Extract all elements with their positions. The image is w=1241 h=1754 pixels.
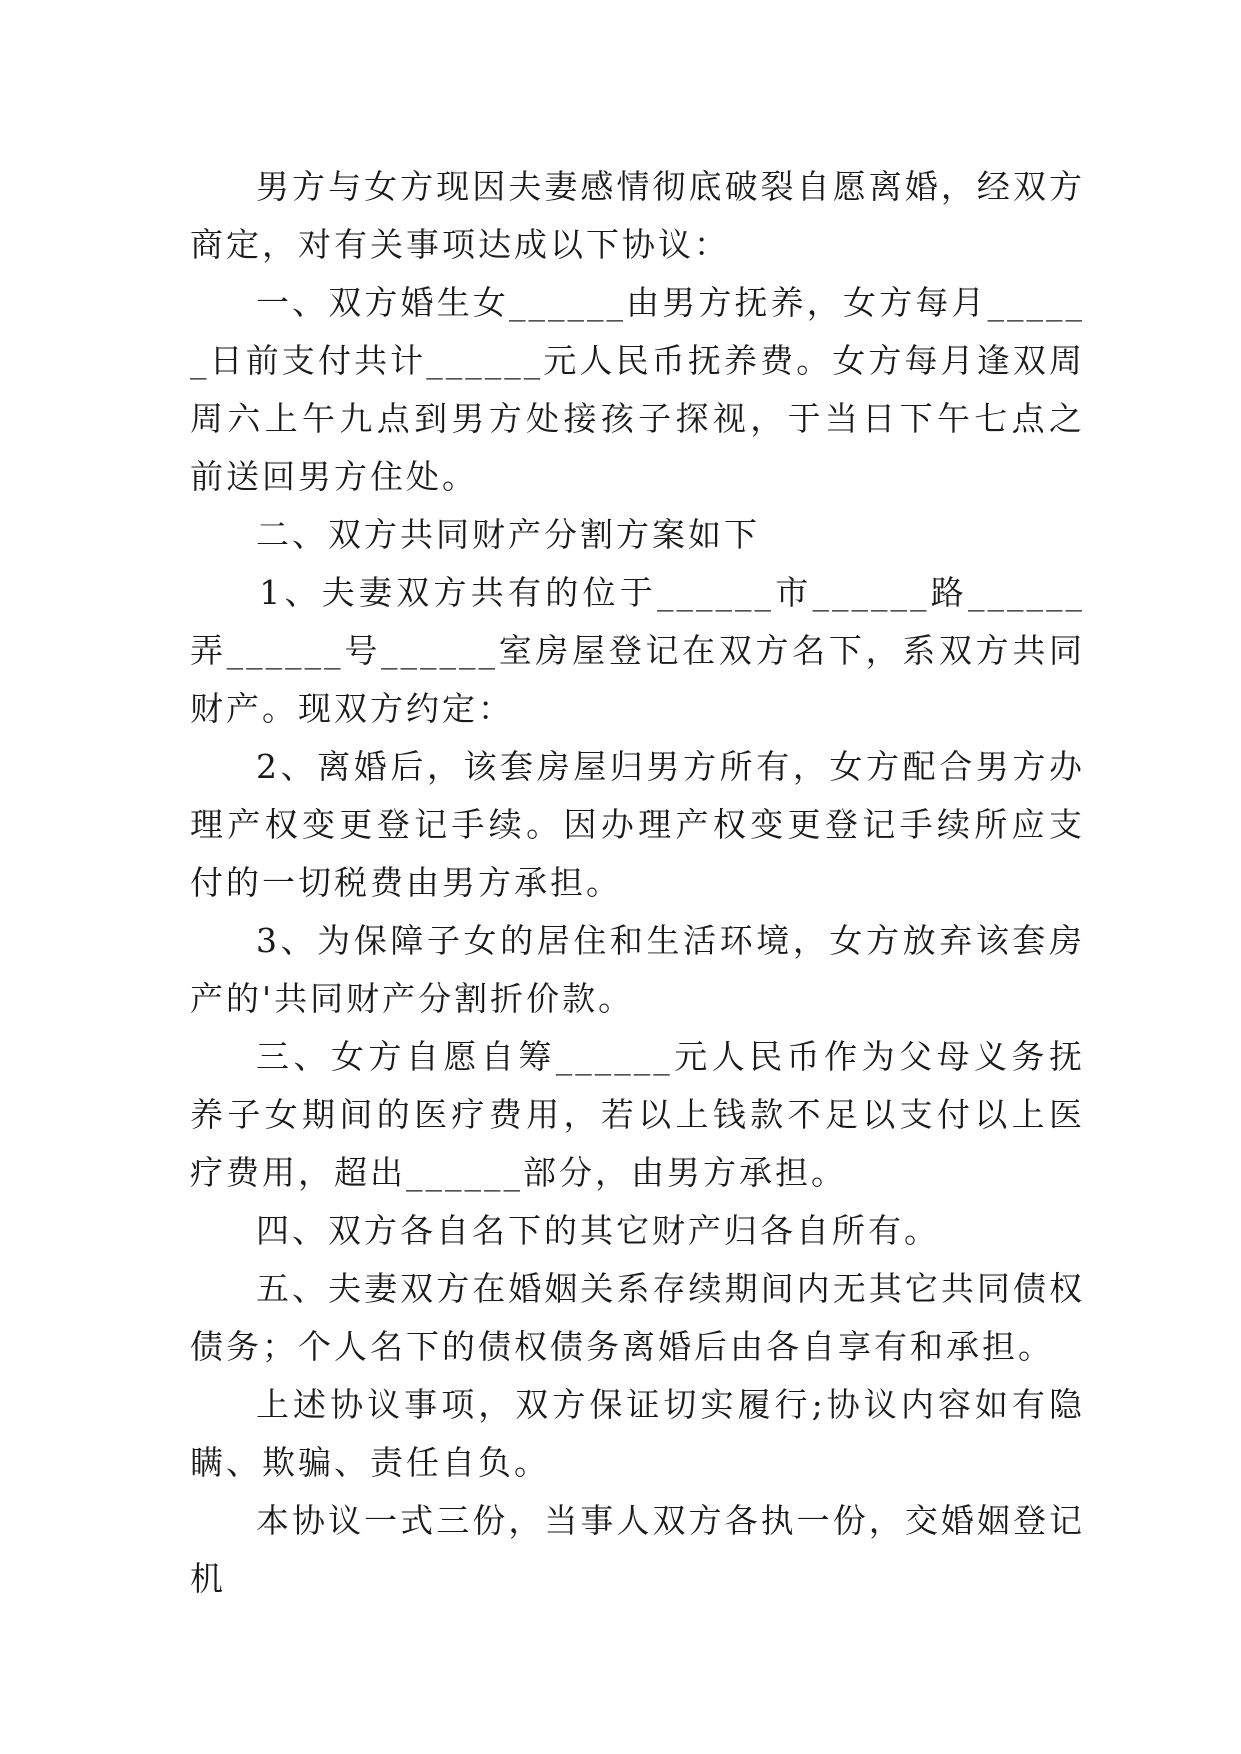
clause-1-child-custody: 一、双方婚生女______由男方抚养，女方每月______日前支付共计______元人民币抚养费。女方每月逢双周周六上午九点到男方处接孩子探视，于当日下午七点之前送回男方住处。	[190, 283, 1085, 496]
intro-paragraph: 男方与女方现因夫妻感情彻底破裂自愿离婚，经双方商定，对有关事项达成以下协议：	[190, 167, 1085, 264]
clause-4-other-property: 四、双方各自名下的其它财产归各自所有。	[256, 1211, 940, 1250]
clause-2-item-1-house: 1、夫妻双方共有的位于______市______路______弄______号______室房屋登记在双方名下，系双方共同财产。现双方约定：	[190, 573, 1085, 728]
performance-guarantee-paragraph: 上述协议事项，双方保证切实履行;协议内容如有隐瞒、欺骗、责任自负。	[190, 1385, 1085, 1482]
clause-2-property-division-heading: 二、双方共同财产分割方案如下	[256, 515, 760, 554]
clause-2-item-3-waiver: 3、为保障子女的居住和生活环境，女方放弃该套房产的'共同财产分割折价款。	[190, 921, 1085, 1018]
document-body	[190, 158, 1085, 1608]
clause-5-debts: 五、夫妻双方在婚姻关系存续期间内无其它共同债权债务；个人名下的债权债务离婚后由各自享有和承担。	[190, 1269, 1085, 1366]
copies-paragraph: 本协议一式三份，当事人双方各执一份，交婚姻登记机	[190, 1501, 1085, 1598]
clause-3-medical-expenses: 三、女方自愿自筹______元人民币作为父母义务抚养子女期间的医疗费用，若以上钱款不足以支付以上医疗费用，超出______部分，由男方承担。	[190, 1037, 1085, 1192]
clause-2-item-2-house-ownership: 2、离婚后，该套房屋归男方所有，女方配合男方办理产权变更登记手续。因办理产权变更登记手续所应支付的一切税费由男方承担。	[190, 747, 1085, 902]
